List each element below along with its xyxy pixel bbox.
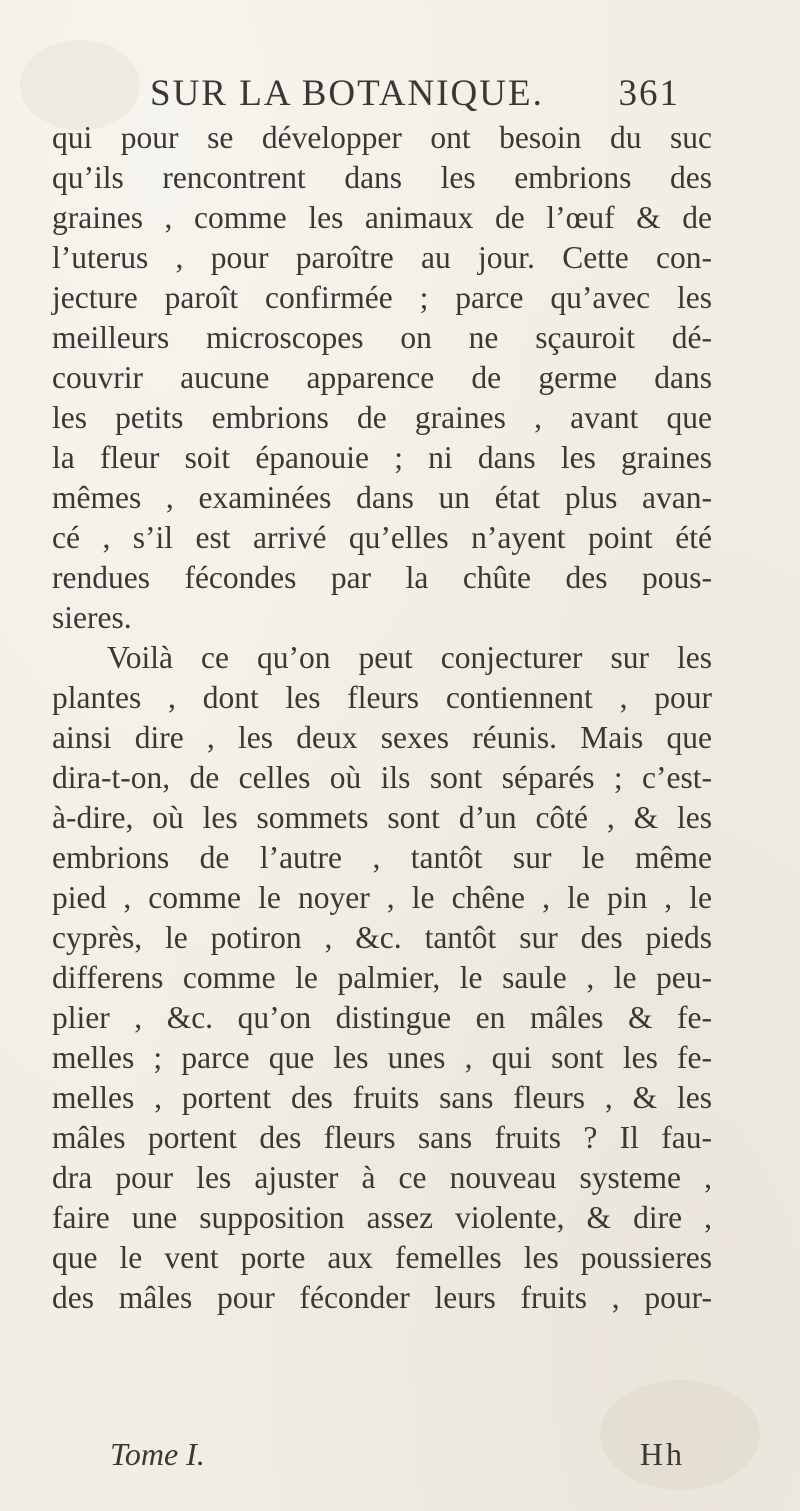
text-line: que le vent porte aux femelles les poussieres: [52, 1240, 712, 1275]
text-line: l’uterus , pour paroître au jour. Cette con-: [52, 240, 712, 275]
page-header: [150, 72, 680, 122]
paper-stain: [20, 40, 140, 130]
text-line: dira-t-on, de celles où ils sont séparés ; c’est-: [52, 760, 712, 795]
text-line: graines , comme les animaux de l’œuf & de: [52, 200, 712, 235]
text-line: faire une supposition assez violente, & dire ,: [52, 1200, 712, 1235]
text-line: dra pour les ajuster à ce nouveau systeme ,: [52, 1160, 712, 1195]
text-line: la fleur soit épanouie ; ni dans les graines: [52, 440, 712, 475]
text-line: meilleurs microscopes on ne sçauroit dé-: [52, 320, 712, 355]
text-line: ainsi dire , les deux sexes réunis. Mais que: [52, 720, 712, 755]
text-line: rendues fécondes par la chûte des pous-: [52, 560, 712, 595]
text-line: embrions de l’autre , tantôt sur le même: [52, 840, 712, 875]
volume-label: Tome I.: [110, 1436, 205, 1472]
text-line: pied , comme le noyer , le chêne , le pin , le: [52, 880, 712, 915]
text-line: sieres.: [52, 600, 132, 635]
text-line: cé , s’il est arrivé qu’elles n’ayent point été: [52, 520, 712, 555]
text-line: cyprès, le potiron , &c. tantôt sur des pieds: [52, 920, 712, 955]
text-line: couvrir aucune apparence de germe dans: [52, 360, 712, 395]
text-line: à-dire, où les sommets sont d’un côté , & les: [52, 800, 712, 835]
signature-mark: Hh: [639, 1436, 685, 1472]
text-line: jecture paroît confirmée ; parce qu’avec les: [52, 280, 712, 315]
text-line: qu’ils rencontrent dans les embrions des: [52, 160, 712, 195]
text-line: differens comme le palmier, le saule , le peu-: [52, 960, 712, 995]
text-line: des mâles pour féconder leurs fruits , pour-: [52, 1280, 712, 1315]
text-line: mâles portent des fleurs sans fruits ? Il fau-: [52, 1120, 712, 1155]
page-body: [52, 118, 712, 1318]
page-number: 361: [618, 73, 680, 114]
text-line: qui pour se développer ont besoin du suc: [52, 120, 712, 155]
text-line: les petits embrions de graines , avant que: [52, 400, 712, 435]
text-line: melles , portent des fruits sans fleurs , & les: [52, 1080, 712, 1115]
text-line: melles ; parce que les unes , qui sont les fe-: [52, 1040, 712, 1075]
text-line: mêmes , examinées dans un état plus avan-: [52, 480, 712, 515]
text-line: plier , &c. qu’on distingue en mâles & fe-: [52, 1000, 712, 1035]
text-line: plantes , dont les fleurs contiennent , pour: [52, 680, 712, 715]
paper-stain: [600, 1380, 760, 1490]
paragraph-start-line: Voilà ce qu’on peut conjecturer sur les: [107, 640, 712, 675]
running-title: SUR LA BOTANIQUE.: [150, 73, 544, 114]
